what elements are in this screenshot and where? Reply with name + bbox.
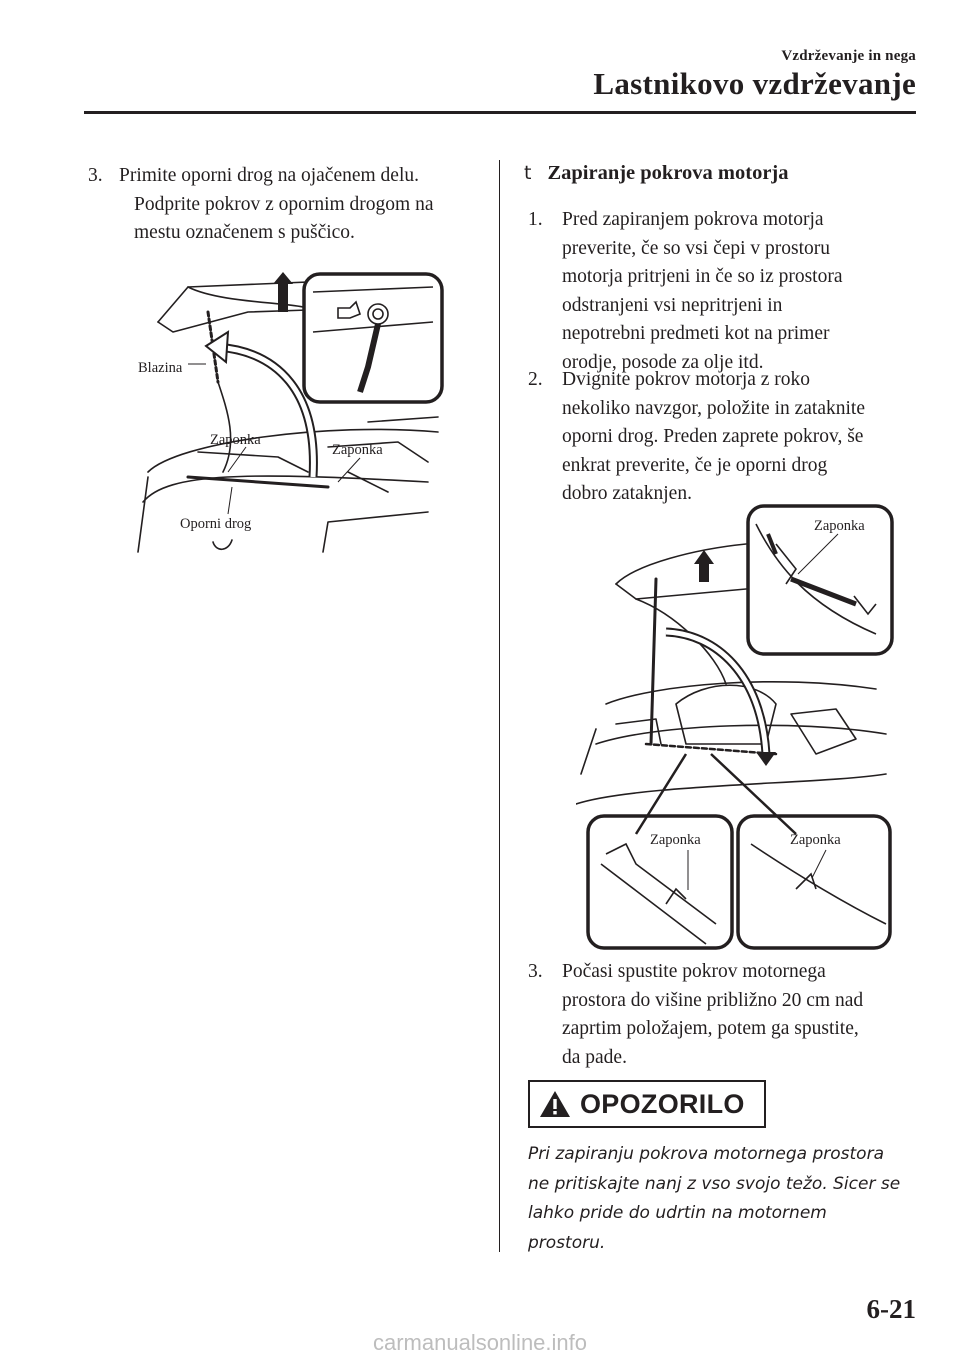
step-line: motorja pritrjeni in če so iz prostora <box>562 266 843 288</box>
right-step-1 <box>528 206 928 380</box>
warning-icon <box>538 1089 572 1119</box>
left-step-3 <box>88 162 488 252</box>
step-number: 3. <box>88 165 103 186</box>
step-line: zaprtim položajem, potem ga spustite, <box>562 1018 859 1040</box>
label-zaponka-top: Zaponka <box>814 518 865 534</box>
step-line: Počasi spustite pokrov motornega <box>562 961 826 982</box>
column-divider <box>499 160 500 1252</box>
page-number: 6-21 <box>866 1294 916 1324</box>
page-title: Lastnikovo vzdrževanje <box>593 66 916 101</box>
step-line: nepotrebni predmeti kot na primer <box>562 323 830 345</box>
right-step-2 <box>528 366 928 512</box>
warning-text <box>528 1140 918 1258</box>
subheading-text: Zapiranje pokrova motorja <box>547 162 789 184</box>
step-line: da pade. <box>562 1046 627 1068</box>
step-line: Primite oporni drog na ojačenem delu. <box>119 165 420 186</box>
label-zaponka-right: Zaponka <box>332 442 383 458</box>
step-line: orodje, posode za olje itd. <box>562 352 764 373</box>
warning-line: lahko pride do udrtin na motornem <box>528 1203 827 1223</box>
label-zaponka-bottom-left: Zaponka <box>650 832 701 848</box>
label-zaponka-left: Zaponka <box>210 432 261 448</box>
subheading-bullet: t <box>524 162 532 184</box>
step-line: Podprite pokrov z opornim drogom na <box>134 193 434 215</box>
warning-label-box <box>528 1080 766 1128</box>
step-line: enkrat preverite, če je oporni drog <box>562 454 828 476</box>
step-number: 2. <box>528 369 543 390</box>
label-oporni-drog: Oporni drog <box>180 516 252 532</box>
step-line: Pred zapiranjem pokrova motorja <box>562 209 824 230</box>
label-blazina: Blazina <box>138 360 183 376</box>
label-zaponka-bottom-right: Zaponka <box>790 832 841 848</box>
warning-line: ne pritiskajte nanj z vso svojo težo. Sicer se <box>528 1173 901 1194</box>
warning-line: Pri zapiranju pokrova motornega prostora <box>528 1144 884 1164</box>
step-line: odstranjeni vsi nepritrjeni in <box>562 294 783 316</box>
right-step-3 <box>528 958 928 1076</box>
step-line: mestu označenem s puščico. <box>134 222 355 244</box>
step-line: dobro zataknjen. <box>562 483 692 505</box>
warning-line: prostoru. <box>528 1232 606 1253</box>
step-line: preverite, če so vsi čepi v prostoru <box>562 237 831 259</box>
subheading <box>524 162 789 185</box>
step-number: 1. <box>528 209 543 230</box>
section-name: Vzdrževanje in nega <box>781 48 916 64</box>
step-line: prostora do višine približno 20 cm nad <box>562 989 864 1011</box>
step-line: nekoliko navzgor, položite in zataknite <box>562 397 865 419</box>
step-line: oporni drog. Preden zaprete pokrov, še <box>562 426 864 448</box>
hood-closing-illustration <box>576 504 894 950</box>
hood-prop-rod-illustration <box>128 272 454 562</box>
header-rule <box>84 111 916 114</box>
step-line: Dvignite pokrov motorja z roko <box>562 369 811 390</box>
warning-title: OPOZORILO <box>580 1088 745 1119</box>
step-number: 3. <box>528 961 543 982</box>
watermark: carmanualsonline.info <box>372 1330 588 1355</box>
